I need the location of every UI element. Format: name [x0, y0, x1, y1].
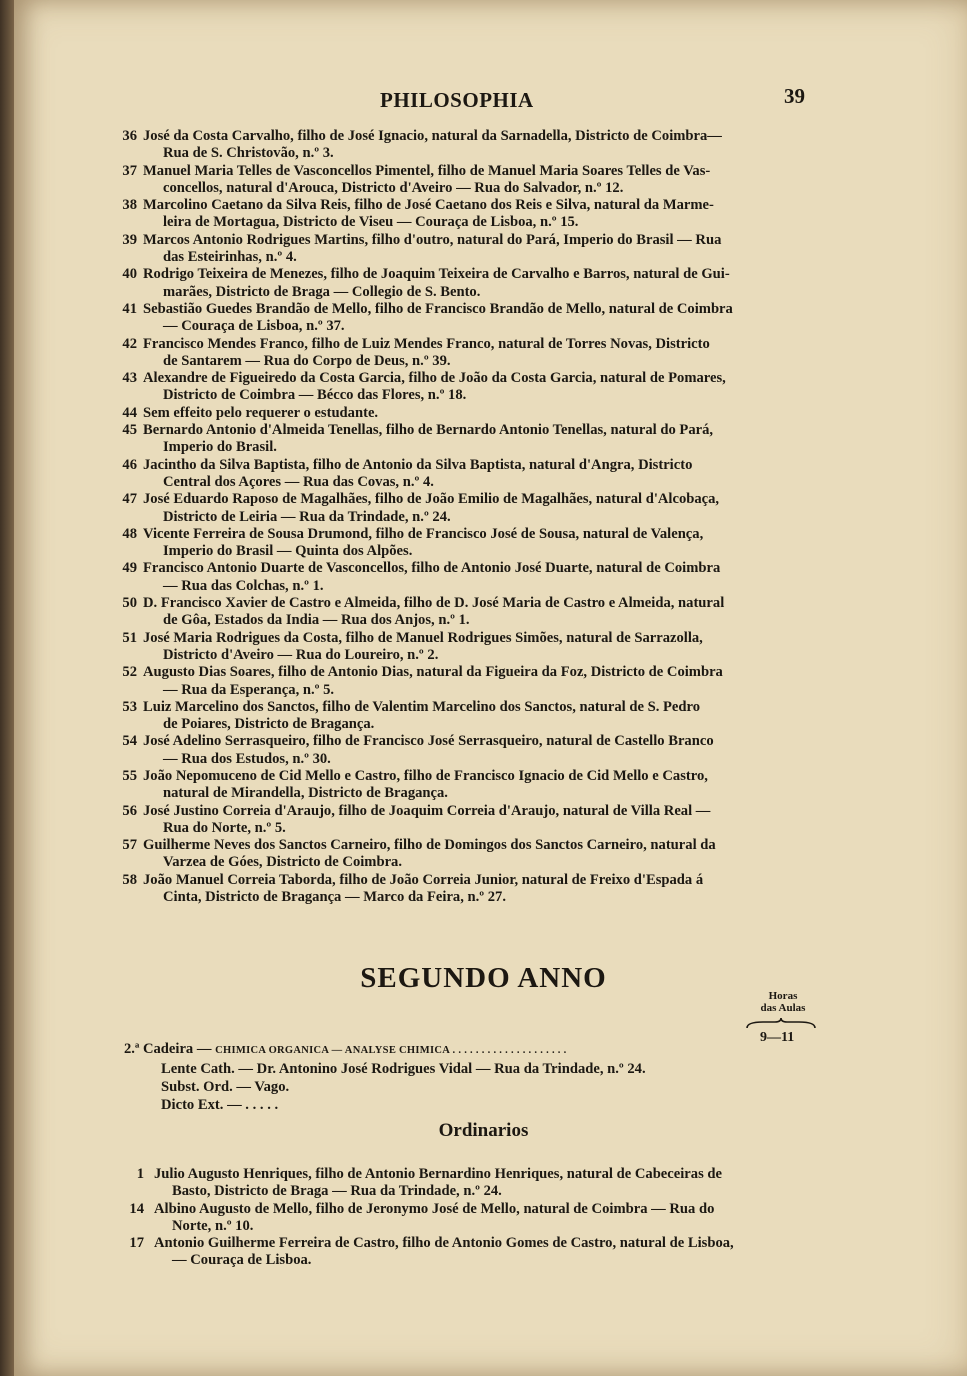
page-title: PHILOSOPHIA: [380, 88, 534, 112]
list-item: [105, 768, 811, 803]
entry-number: 49: [122, 560, 137, 577]
list-item: [105, 128, 811, 163]
list-item: [122, 1235, 816, 1270]
entry-number: 48: [122, 525, 137, 542]
page-number: 39: [784, 84, 805, 108]
entry-text: José da Costa Carvalho, filho de José Ignacio, natural da Sarnadella, Districto de Coimbra—: [143, 128, 722, 144]
list-item: [105, 526, 811, 561]
entry-text: Sem effeito pelo requerer o estudante.: [143, 404, 379, 421]
entry-text: Albino Augusto de Mello, filho de Jeronymo José de Mello, natural de Coimbra — Rua do: [154, 1200, 715, 1217]
entry-number: 41: [122, 300, 137, 317]
entry-text: Alexandre de Figueiredo da Costa Garcia, filho de João da Costa Garcia, natural de Pomares,: [143, 370, 726, 387]
list-item: [105, 803, 811, 838]
entry-text: José Adelino Serrasqueiro, filho de Francisco José Serrasqueiro, natural de Castello Branco: [143, 733, 714, 750]
entry-continuation: leira de Mortagua, Districto de Viseu — Couraça de Lisboa, n.º 15.: [163, 214, 579, 231]
entry-continuation: — Rua dos Estudos, n.º 30.: [163, 750, 331, 767]
entry-continuation: Cinta, Districto de Bragança — Marco da Feira, n.º 27.: [163, 889, 506, 906]
hours-label-line2: das Aulas: [760, 1002, 806, 1014]
entry-continuation: — Couraça de Lisboa.: [172, 1252, 312, 1269]
entry-continuation: de Poiares, Districto de Bragança.: [163, 716, 375, 733]
entry-text: José Justino Correia d'Araujo, filho de Joaquim Correia d'Araujo, natural de Villa Real —: [143, 802, 711, 819]
entry-continuation: Rua do Norte, n.º 5.: [163, 819, 286, 836]
extra-line: Dicto Ext. — . . . . .: [161, 1097, 279, 1113]
entry-continuation: — Rua da Esperança, n.º 5.: [163, 681, 335, 698]
entry-continuation: Norte, n.º 10.: [172, 1217, 254, 1234]
hours-value: 9—11: [760, 1030, 795, 1045]
entry-number: 51: [122, 629, 137, 646]
entry-text: João Manuel Correia Taborda, filho de João Correia Junior, natural de Freixo d'Espada á: [143, 871, 704, 888]
entry-text: João Nepomuceno de Cid Mello e Castro, filho de Francisco Ignacio de Cid Mello e Castro,: [143, 767, 708, 784]
entry-number: 46: [122, 456, 137, 473]
entry-text: Guilherme Neves dos Sanctos Carneiro, filho de Domingos dos Sanctos Carneiro, natural da: [143, 837, 716, 854]
entry-number: 52: [122, 664, 137, 681]
hours-label-line1: Horas: [768, 990, 798, 1002]
entry-number: 42: [122, 335, 137, 352]
entry-continuation: Rua de S. Christovão, n.º 3.: [163, 145, 334, 162]
entry-continuation: Districto de Coimbra — Bécco das Flores, n.º 18.: [163, 387, 467, 404]
course-line: [124, 1040, 754, 1060]
list-item: [105, 699, 811, 734]
entry-continuation: — Rua das Colchas, n.º 1.: [163, 577, 324, 594]
course-subject: CHIMICA ORGANICA — ANALYSE CHIMICA . . . . . . . . . . . . . . . . . . . .: [215, 1045, 567, 1056]
list-item: [105, 837, 811, 872]
entry-number: 43: [122, 370, 137, 387]
list-item: [105, 370, 811, 405]
list-item: [105, 560, 811, 595]
list-item: [122, 1201, 816, 1236]
entry-number: 58: [122, 871, 137, 888]
entry-continuation: Varzea de Góes, Districto de Coimbra.: [163, 854, 402, 871]
entry-text: Augusto Dias Soares, filho de Antonio Dias, natural da Figueira da Foz, Districto de Coimbra: [143, 664, 723, 681]
substitute-line: Subst. Ord. — Vago.: [161, 1079, 290, 1095]
entry-number: 36: [122, 128, 137, 144]
entry-continuation: Districto de Leiria — Rua da Trindade, n.º 24.: [163, 508, 451, 525]
entry-text: Marcolino Caetano da Silva Reis, filho de José Caetano dos Reis e Silva, natural da Marme-: [143, 197, 714, 214]
entry-text: Luiz Marcelino dos Sanctos, filho de Valentim Marcelino dos Sanctos, natural de S. Pedro: [143, 698, 701, 715]
entry-continuation: Basto, Districto de Braga — Rua da Trindade, n.º 24.: [172, 1183, 502, 1200]
list-item: [105, 336, 811, 371]
entry-number: 45: [122, 422, 137, 439]
entry-text: José Eduardo Raposo de Magalhães, filho de João Emilio de Magalhães, natural d'Alcobaça,: [143, 491, 720, 508]
list-item: [105, 232, 811, 267]
entry-text: Francisco Mendes Franco, filho de Luiz Mendes Franco, natural de Torres Novas, Districto: [143, 335, 710, 352]
entry-continuation: marães, Districto de Braga — Collegio de S. Bento.: [163, 283, 481, 300]
entry-text: Bernardo Antonio d'Almeida Tenellas, filho de Bernardo Antonio Tenellas, natural do Pará,: [143, 422, 714, 439]
entry-number: 47: [122, 491, 137, 508]
section-title: SEGUNDO ANNO: [360, 962, 607, 994]
entry-text: Julio Augusto Henriques, filho de Antonio Bernardino Henriques, natural de Cabeceiras de: [154, 1166, 722, 1182]
entry-continuation: das Esteirinhas, n.º 4.: [163, 249, 297, 266]
list-item: [105, 405, 811, 422]
lecturer-line: Lente Cath. — Dr. Antonino José Rodrigues Vidal — Rua da Trindade, n.º 24.: [161, 1061, 646, 1077]
subsection-title: Ordinarios: [438, 1120, 529, 1141]
list-item: [105, 872, 811, 907]
entry-text: Sebastião Guedes Brandão de Mello, filho de Francisco Brandão de Mello, natural de Coimbra: [143, 300, 733, 317]
entry-number: 55: [122, 767, 137, 784]
hours-label: [748, 990, 818, 1014]
entry-text: José Maria Rodrigues da Costa, filho de Manuel Rodrigues Simões, natural de Sarrazolla,: [143, 629, 703, 646]
entry-continuation: Imperio do Brasil — Quinta dos Alpões.: [163, 543, 413, 560]
entry-continuation: Districto d'Aveiro — Rua do Loureiro, n.º 2.: [163, 646, 439, 663]
entry-number: 57: [122, 837, 137, 854]
entry-continuation: — Couraça de Lisboa, n.º 37.: [163, 318, 345, 335]
entry-number: 38: [122, 197, 137, 214]
entry-continuation: natural de Mirandella, Districto de Bragança.: [163, 785, 448, 802]
entry-text: Antonio Guilherme Ferreira de Castro, filho de Antonio Gomes de Castro, natural de Lisboa,: [154, 1235, 734, 1252]
list-item: [105, 197, 811, 232]
list-item: [105, 422, 811, 457]
entry-number: 53: [122, 698, 137, 715]
list-item: [105, 630, 811, 665]
list-item: [105, 266, 811, 301]
entry-continuation: Central dos Açores — Rua das Covas, n.º 4.: [163, 473, 434, 490]
entry-number: 56: [122, 802, 137, 819]
entry-continuation: de Gôa, Estados da India — Rua dos Anjos, n.º 1.: [163, 612, 470, 629]
entry-text: Marcos Antonio Rodrigues Martins, filho d'outro, natural do Pará, Imperio do Brasil — Rua: [143, 231, 722, 248]
entry-number: 39: [122, 231, 137, 248]
entry-text: D. Francisco Xavier de Castro e Almeida, filho de D. José Maria de Castro e Almeida, natural: [143, 595, 725, 612]
entry-number: 14: [129, 1200, 144, 1217]
entry-continuation: Imperio do Brasil.: [163, 439, 277, 456]
entry-number: 44: [122, 404, 137, 421]
brace-icon: [745, 1018, 817, 1030]
list-item: [105, 163, 811, 198]
course-number: 2.ª Cadeira —: [124, 1041, 212, 1057]
entry-text: Vicente Ferreira de Sousa Drumond, filho de Francisco José de Sousa, natural de Valença,: [143, 525, 704, 542]
course-block: [124, 1040, 754, 1114]
list-item: [122, 1166, 816, 1201]
entry-text: Jacintho da Silva Baptista, filho de Antonio da Silva Baptista, natural d'Angra, Districto: [143, 456, 693, 473]
list-item: [105, 491, 811, 526]
ordinarios-list: [122, 1166, 816, 1270]
entry-number: 1: [136, 1166, 144, 1182]
entry-continuation: de Santarem — Rua do Corpo de Deus, n.º 39.: [163, 352, 451, 369]
entry-text: Manuel Maria Telles de Vasconcellos Pimentel, filho de Manuel Maria Soares Telles de Vas-: [143, 162, 711, 179]
entry-number: 37: [122, 162, 137, 179]
entry-text: Francisco Antonio Duarte de Vasconcellos, filho de Antonio José Duarte, natural de Coimbra: [143, 560, 721, 577]
entry-number: 40: [122, 266, 137, 283]
entry-continuation: concellos, natural d'Arouca, Districto d'Aveiro — Rua do Salvador, n.º 12.: [163, 179, 624, 196]
list-item: [105, 733, 811, 768]
entry-number: 54: [122, 733, 137, 750]
list-item: [105, 457, 811, 492]
list-item: [105, 301, 811, 336]
entry-number: 50: [122, 595, 137, 612]
student-list: [105, 128, 811, 906]
entry-number: 17: [129, 1235, 144, 1252]
entry-text: Rodrigo Teixeira de Menezes, filho de Joaquim Teixeira de Carvalho e Barros, natural de Gui-: [143, 266, 730, 283]
list-item: [105, 664, 811, 699]
book-gutter: [0, 0, 14, 1376]
list-item: [105, 595, 811, 630]
